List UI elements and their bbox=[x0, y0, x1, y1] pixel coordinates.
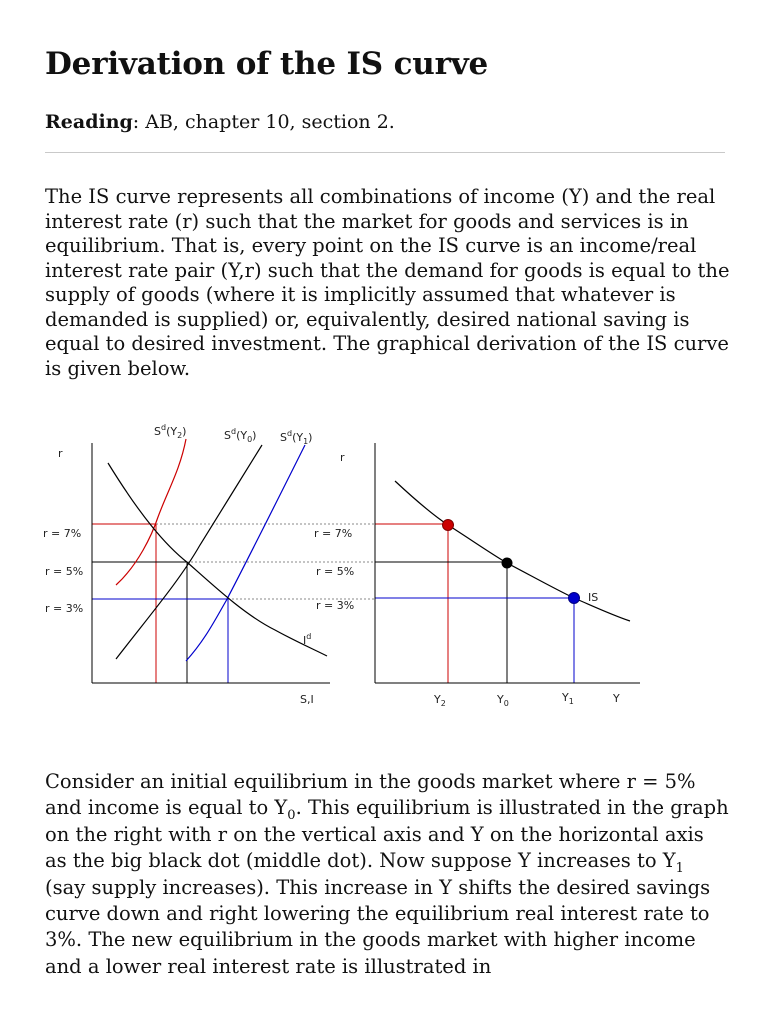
second-paragraph-sub-2: 1 bbox=[675, 861, 684, 877]
income-label-y2-base: Y bbox=[434, 693, 441, 706]
equilibrium-dot-y0 bbox=[502, 558, 513, 569]
right-rate-label-5: r = 5% bbox=[316, 565, 355, 578]
income-label-y1-base: Y bbox=[562, 691, 569, 704]
income-label-y0-sub: 0 bbox=[503, 699, 509, 708]
left-rate-label-5: r = 5% bbox=[45, 565, 84, 578]
saving-label-y0-sub: 0 bbox=[247, 435, 253, 444]
second-paragraph bbox=[45, 769, 730, 980]
investment-label-sup: d bbox=[306, 632, 312, 641]
saving-label-y1-sub: 1 bbox=[303, 437, 309, 446]
saving-curve-y0 bbox=[116, 445, 262, 659]
saving-label-y0-base: S bbox=[224, 429, 231, 442]
second-paragraph-sub-1: 0 bbox=[287, 808, 296, 824]
page-title: Derivation of the IS curve bbox=[45, 46, 489, 82]
saving-label-y2-sup: d bbox=[160, 423, 167, 432]
income-label-y0-base: Y bbox=[497, 693, 504, 706]
saving-label-y1-open: (Y bbox=[292, 431, 304, 444]
saving-label-y0-sup: d bbox=[230, 427, 237, 436]
income-label-y2-sub: 2 bbox=[440, 699, 446, 708]
right-x-axis-label: Y bbox=[613, 692, 620, 705]
equilibrium-dot-y1 bbox=[569, 593, 580, 604]
left-rate-label-7: r = 7% bbox=[43, 527, 82, 540]
equilibrium-dot-y2 bbox=[443, 520, 454, 531]
reading-text: : AB, chapter 10, section 2. bbox=[132, 111, 395, 133]
saving-curve-y2 bbox=[116, 439, 186, 585]
saving-label-y2-sub: 2 bbox=[177, 431, 183, 440]
saving-curve-y1 bbox=[186, 445, 305, 661]
income-label-y1-sub: 1 bbox=[568, 697, 574, 706]
is-curve-label: IS bbox=[588, 591, 599, 604]
saving-label-y0-close: ) bbox=[252, 429, 257, 442]
saving-label-y1 bbox=[280, 429, 312, 446]
left-rate-label-3: r = 3% bbox=[45, 602, 84, 615]
saving-label-y1-close: ) bbox=[308, 431, 313, 444]
figure-svg bbox=[0, 405, 768, 715]
left-x-axis-label: S,I bbox=[300, 693, 314, 706]
saving-label-y2-open: (Y bbox=[166, 425, 178, 438]
right-rate-label-7: r = 7% bbox=[314, 527, 353, 540]
saving-label-y2 bbox=[154, 423, 186, 440]
divider bbox=[45, 152, 725, 153]
saving-label-y1-sup: d bbox=[286, 429, 293, 438]
second-paragraph-part-3: (say supply increases). This increase in Y shifts the desired savings curve down and right lowering the equilibrium real interest rate to 3%. The new equilibrium in the goods market with higher income and a lower real interest rate is illustrated in bbox=[45, 875, 711, 978]
income-label-y0 bbox=[496, 693, 509, 708]
saving-label-y0 bbox=[224, 427, 256, 444]
right-y-axis-label: r bbox=[340, 451, 345, 464]
second-paragraph-part-2: . This equilibrium is illustrated in the graph on the right with r on the vertical axis and Y on the horizontal axis as the big black dot (middle dot). Now suppose Y increases to Y bbox=[45, 796, 729, 873]
reading-line bbox=[45, 108, 395, 136]
saving-label-y2-close: ) bbox=[182, 425, 187, 438]
reading-label: Reading bbox=[45, 111, 133, 133]
saving-label-y2-base: S bbox=[154, 425, 161, 438]
investment-label bbox=[303, 632, 311, 647]
income-label-y2 bbox=[433, 693, 446, 708]
income-label-y1 bbox=[561, 691, 574, 706]
saving-label-y0-open: (Y bbox=[236, 429, 248, 442]
right-rate-label-3: r = 3% bbox=[316, 599, 355, 612]
saving-label-y1-base: S bbox=[280, 431, 287, 444]
is-curve-derivation-figure bbox=[0, 405, 768, 715]
left-y-axis-label: r bbox=[58, 447, 63, 460]
investment-label-base: I bbox=[303, 634, 307, 647]
second-paragraph-part-1: Consider an initial equilibrium in the goods market where r = 5% and income is equal to Y bbox=[45, 770, 696, 820]
right-panel bbox=[314, 443, 640, 708]
intro-paragraph: The IS curve represents all combinations of income (Y) and the real interest rate (r) such that the market for goods and services is in equilibrium. That is, every point on the IS curve is an income/real interest rate pair (Y,r) such that the demand for goods is equal to the supply of goods (where it is implicitly assumed that whatever is demanded is supplied) or, equivalently, desired national saving is equal to desired investment. The graphical derivation of the IS curve is given below. bbox=[45, 185, 730, 380]
